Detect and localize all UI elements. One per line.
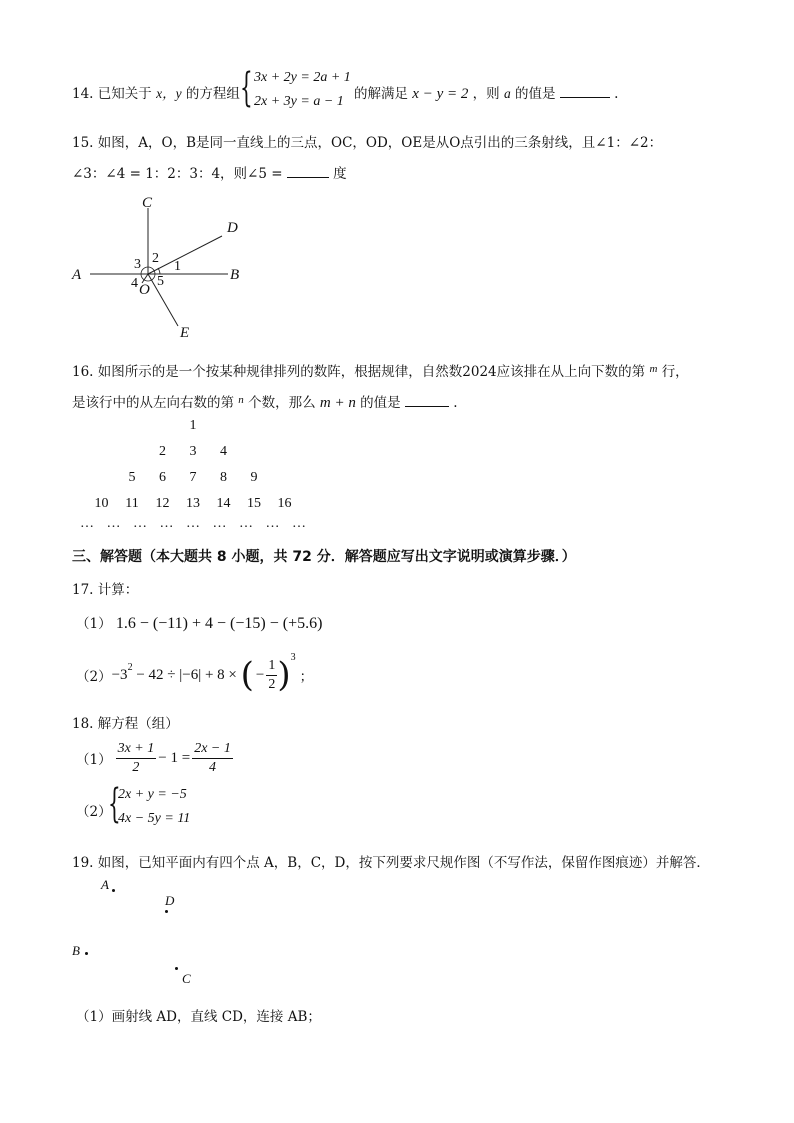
q16-answer-blank[interactable]	[405, 394, 449, 407]
array-ellipsis: …	[80, 516, 94, 531]
q14-tail	[354, 82, 618, 103]
q18-part2-brace: {	[108, 781, 121, 827]
q15-unit: 度	[333, 166, 347, 182]
q18-part1-lden: 2	[132, 759, 140, 775]
q15-label-e: E	[180, 325, 190, 341]
array-ellipsis: …	[133, 516, 147, 531]
q19-part1: （1）画射线 AD，直线 CD，连接 AB；	[76, 1009, 321, 1025]
q19-label-a: A	[101, 877, 109, 892]
q15-angle-1: 1	[174, 259, 181, 274]
q16-mn: m + n	[319, 395, 356, 411]
array-number: 3	[189, 444, 197, 459]
array-number: 12	[155, 496, 170, 511]
q15-label-c: C	[142, 195, 153, 211]
array-number: 16	[277, 496, 292, 511]
q18-part1-label: （1）	[76, 752, 112, 768]
array-number: 7	[189, 470, 197, 485]
q19-label-b: B	[72, 943, 80, 958]
array-ellipsis: …	[159, 516, 174, 531]
q16-n: n	[238, 394, 244, 406]
q15-number: 15.	[72, 135, 94, 151]
q18-part2-eq1: 2x + y = −5	[118, 787, 187, 802]
q14-end: .	[614, 86, 619, 102]
array-number: 15	[247, 496, 261, 511]
q17-part2-exp-a: 2	[127, 662, 133, 673]
q15-text1: 如图，A，O，B是同一直线上的三点，OC，OD，OE是从O点引出的三条射线，且∠1：∠2：	[97, 135, 663, 151]
q18-part1-lnum: 3x + 1	[116, 740, 157, 759]
q16-text1: 如图所示的是一个按某种规律排列的数阵，根据规律，自然数2024应该排在从上向下数的第	[97, 364, 646, 380]
q19-line1: 19. 如图，已知平面内有四个点 A，B，C，D，按下列要求尺规作图（不写作法，保留作图痕迹）并解答．	[72, 855, 710, 871]
q15-label-a: A	[72, 267, 82, 283]
q15-label-o: O	[139, 282, 150, 298]
array-ellipsis: …	[186, 516, 200, 531]
q18-part1-right-fraction	[192, 740, 233, 777]
array-number: 14	[216, 496, 231, 511]
array-number: 11	[125, 496, 139, 511]
q17-part2-term-b: − 42 ÷ |−6| + 8 ×	[132, 666, 241, 683]
q14-value-label: 的值是	[515, 86, 556, 102]
q16-end: .	[453, 395, 458, 411]
array-ellipsis: …	[239, 516, 253, 531]
q14-number: 14.	[72, 86, 94, 102]
array-ellipsis: …	[106, 516, 121, 531]
q15-line1	[72, 131, 662, 151]
q17-part2-frac-den: 2	[268, 676, 276, 692]
q18-part1-rden: 4	[209, 759, 217, 775]
q14-a: a	[503, 86, 511, 101]
array-ellipsis: …	[212, 516, 227, 531]
array-number: 1	[189, 418, 197, 433]
q18-part1-mid: − 1 =	[158, 749, 191, 766]
q15-text2: ∠3：∠4 = 1：2：3：4，则∠5 =	[72, 166, 283, 182]
q14-condition: x − y = 2	[412, 86, 469, 102]
q16-text1-end: 行，	[661, 364, 689, 380]
q18-part1	[76, 738, 233, 778]
q17-part2-term-a: −3	[111, 666, 128, 683]
q15-label-b: B	[230, 267, 240, 283]
q17-part1-label: （1）	[76, 616, 112, 632]
q15-angle-5: 5	[157, 274, 164, 289]
array-number: 2	[159, 444, 166, 459]
q18-part1-rnum: 2x − 1	[192, 740, 233, 759]
array-ellipsis: …	[292, 516, 306, 531]
q17-part2-rparen: )	[277, 655, 291, 695]
q14-vars: x，y	[156, 86, 182, 101]
q17-part2-end: ；	[299, 669, 314, 685]
q19-point-b	[85, 952, 88, 955]
q19-label-c: C	[182, 971, 191, 986]
q19-point-c	[175, 967, 178, 970]
q15-line2	[72, 162, 347, 182]
q17-part2-lparen: (	[240, 655, 254, 695]
q16-m: m	[649, 363, 658, 375]
q16-text2: 是该行中的从左向右数的第	[72, 395, 234, 411]
q16-text2-mid: 个数，那么	[248, 395, 316, 411]
q14-cond-post: ，则	[472, 86, 500, 102]
q15-answer-blank[interactable]	[287, 165, 329, 178]
q17-part2-frac-num: 1	[266, 657, 277, 676]
q14-cond-pre: 的解满足	[354, 86, 408, 102]
q17-part1-expr: 1.6 − (−11) + 4 − (−15) − (+5.6)	[115, 615, 323, 632]
ray-od	[148, 236, 222, 274]
q17-part2-label: （2）	[76, 669, 112, 685]
q14-prefix: 已知关于	[97, 86, 152, 102]
q14-brace: {	[240, 65, 253, 111]
q16-line2	[72, 391, 458, 412]
q15-label-d: D	[227, 220, 238, 236]
q15-angle-2: 2	[152, 251, 159, 266]
array-number: 13	[186, 496, 200, 511]
q19-point-a	[112, 889, 115, 892]
array-number: 4	[220, 444, 227, 459]
q18-part1-left-fraction	[116, 740, 157, 777]
q18-part2-eq2: 4x − 5y = 11	[118, 811, 191, 826]
array-number: 6	[159, 470, 166, 485]
array-number: 5	[128, 470, 136, 485]
q19-point-d	[165, 910, 168, 913]
array-number: 10	[94, 496, 109, 511]
q17-part2-fraction	[266, 657, 277, 694]
q14-eq1: 3x + 2y = 2a + 1	[254, 70, 351, 85]
q18-title: 18. 解方程（组）	[72, 716, 179, 732]
array-ellipsis: …	[265, 516, 280, 531]
q16-line1	[72, 360, 689, 380]
q17-part2	[76, 652, 313, 698]
array-number: 9	[250, 470, 258, 485]
q14-mid: 的方程组	[185, 86, 240, 102]
q16-text2-post: 的值是	[360, 395, 401, 411]
q19-label-d: D	[165, 893, 175, 908]
array-number: 8	[220, 470, 227, 485]
q17-part1	[76, 612, 322, 633]
q16-number: 16.	[72, 364, 94, 380]
q17-part2-exp-b: 3	[290, 652, 296, 663]
q15-angle-3: 3	[134, 257, 141, 272]
q17-title: 17. 计算：	[72, 582, 139, 598]
q17-part2-minus: −	[255, 666, 265, 683]
q14-line	[72, 82, 240, 104]
q15-angle-4: 4	[131, 276, 138, 291]
section-3-title: 三、解答题（本大题共 8 小题，共 72 分．解答题应写出文字说明或演算步骤．）	[72, 549, 576, 565]
q14-eq2: 2x + 3y = a − 1	[254, 94, 344, 109]
q14-answer-blank[interactable]	[560, 85, 610, 98]
q18-part2-label: （2）	[76, 804, 112, 820]
